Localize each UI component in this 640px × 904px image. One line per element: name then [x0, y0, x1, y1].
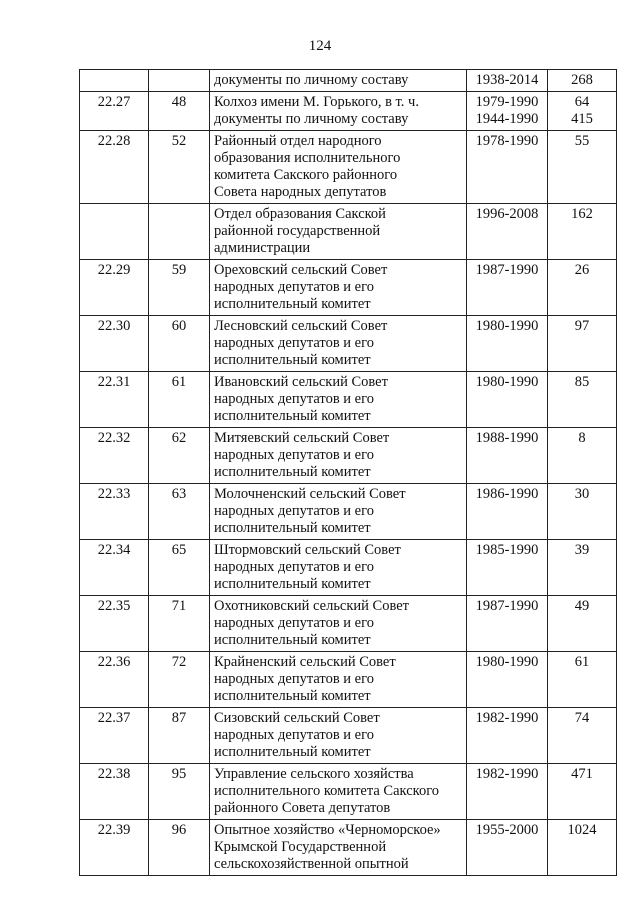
cell-item-count-line: 162	[571, 206, 593, 222]
cell-fund-name-line: сельскохозяйственной опытной	[214, 856, 409, 872]
cell-years-line: 1980-1990	[475, 654, 539, 670]
cell-fund-name-line: Сизовский сельский Совет	[214, 710, 380, 726]
cell-index: 22.30	[80, 316, 149, 372]
cell-item-count-line: 74	[574, 710, 590, 726]
table-row	[80, 596, 617, 652]
cell-fund-name-line: исполнительный комитет	[214, 520, 371, 536]
table-row	[80, 372, 617, 428]
page-number: 124	[308, 38, 332, 54]
cell-years-line: 1979-1990	[475, 94, 539, 110]
cell-years-line: 1978-1990	[475, 133, 539, 149]
cell-item-count-line: 30	[574, 486, 590, 502]
cell-fund-name-line: народных депутатов и его	[214, 447, 374, 463]
table-row	[80, 820, 617, 876]
cell-fund-name-line: документы по личному составу	[214, 111, 409, 127]
cell-fund-name	[210, 316, 467, 372]
cell-years-line: 1988-1990	[475, 430, 539, 446]
cell-item-count-line: 415	[571, 111, 593, 127]
table-row	[80, 428, 617, 484]
cell-years	[467, 70, 548, 92]
cell-years	[467, 596, 548, 652]
cell-item-count-line: 85	[574, 374, 590, 390]
cell-years-line: 1982-1990	[475, 766, 539, 782]
cell-item-count	[548, 596, 617, 652]
cell-fund-name-line: районной государственной	[214, 223, 381, 239]
cell-item-count-line: 61	[574, 654, 590, 670]
cell-fund-number: 62	[149, 428, 210, 484]
cell-fund-name-line: Митяевский сельский Совет	[214, 430, 390, 446]
table-row	[80, 652, 617, 708]
cell-fund-name	[210, 820, 467, 876]
cell-fund-name-line: документы по личному составу	[214, 72, 409, 88]
cell-item-count-line: 471	[571, 766, 593, 782]
cell-years-line: 1944-1990	[475, 111, 539, 127]
table-row	[80, 764, 617, 820]
cell-fund-name	[210, 540, 467, 596]
table-row	[80, 540, 617, 596]
cell-fund-number: 95	[149, 764, 210, 820]
cell-years	[467, 92, 548, 131]
cell-years	[467, 820, 548, 876]
cell-years-line: 1938-2014	[475, 72, 539, 88]
cell-fund-name-line: Молочненский сельский Совет	[214, 486, 406, 502]
cell-years	[467, 372, 548, 428]
cell-fund-name-line: Ореховский сельский Совет	[214, 262, 388, 278]
cell-fund-number: 61	[149, 372, 210, 428]
cell-fund-name-line: Районный отдел народного	[214, 133, 382, 149]
cell-item-count-line: 8	[578, 430, 586, 446]
cell-fund-name-line: Опытное хозяйство «Черноморское»	[214, 822, 441, 838]
cell-item-count	[548, 260, 617, 316]
cell-fund-name-line: Крымской Государственной	[214, 839, 387, 855]
cell-years-line: 1955-2000	[475, 822, 539, 838]
cell-index: 22.37	[80, 708, 149, 764]
cell-years-line: 1980-1990	[475, 318, 539, 334]
cell-fund-name-line: народных депутатов и его	[214, 727, 374, 743]
cell-years	[467, 316, 548, 372]
cell-years	[467, 652, 548, 708]
cell-index: 22.36	[80, 652, 149, 708]
cell-years-line: 1987-1990	[475, 598, 539, 614]
cell-index: 22.32	[80, 428, 149, 484]
cell-fund-name-line: Совета народных депутатов	[214, 184, 387, 200]
cell-years	[467, 484, 548, 540]
cell-fund-name-line: исполнительный комитет	[214, 464, 371, 480]
cell-fund-name-line: народных депутатов и его	[214, 559, 374, 575]
cell-fund-name-line: Колхоз имени М. Горького, в т. ч.	[214, 94, 419, 110]
cell-years-line: 1987-1990	[475, 262, 539, 278]
cell-fund-name-line: Охотниковский сельский Совет	[214, 598, 410, 614]
cell-fund-name-line: Крайненский сельский Совет	[214, 654, 396, 670]
cell-fund-name	[210, 708, 467, 764]
cell-fund-name-line: районного Совета депутатов	[214, 800, 391, 816]
cell-fund-name-line: исполнительный комитет	[214, 408, 371, 424]
cell-fund-name-line: исполнительный комитет	[214, 744, 371, 760]
cell-fund-number: 96	[149, 820, 210, 876]
cell-fund-name	[210, 70, 467, 92]
cell-item-count-line: 97	[574, 318, 590, 334]
cell-years-line: 1996-2008	[475, 206, 539, 222]
cell-fund-name-line: народных депутатов и его	[214, 615, 374, 631]
cell-item-count	[548, 204, 617, 260]
cell-fund-name-line: исполнительного комитета Сакского	[214, 783, 440, 799]
cell-item-count	[548, 708, 617, 764]
cell-fund-name-line: народных депутатов и его	[214, 391, 374, 407]
cell-item-count	[548, 764, 617, 820]
cell-item-count	[548, 652, 617, 708]
cell-item-count	[548, 372, 617, 428]
table-row	[80, 70, 617, 92]
cell-item-count-line: 55	[574, 133, 590, 149]
cell-item-count-line: 64	[574, 94, 590, 110]
archive-fund-table	[79, 69, 617, 876]
cell-item-count	[548, 540, 617, 596]
cell-item-count-line: 49	[574, 598, 590, 614]
cell-item-count	[548, 316, 617, 372]
table-row	[80, 204, 617, 260]
cell-fund-name	[210, 204, 467, 260]
cell-index: 22.27	[80, 92, 149, 131]
cell-fund-number: 71	[149, 596, 210, 652]
cell-item-count	[548, 92, 617, 131]
cell-years-line: 1980-1990	[475, 374, 539, 390]
cell-index: 22.39	[80, 820, 149, 876]
cell-fund-name-line: Ивановский сельский Совет	[214, 374, 388, 390]
cell-fund-name-line: народных депутатов и его	[214, 671, 374, 687]
cell-fund-number: 48	[149, 92, 210, 131]
cell-fund-number: 65	[149, 540, 210, 596]
cell-index: 22.38	[80, 764, 149, 820]
cell-fund-number	[149, 204, 210, 260]
cell-fund-name-line: исполнительный комитет	[214, 688, 371, 704]
cell-fund-name-line: Управление сельского хозяйства	[214, 766, 414, 782]
cell-fund-name-line: народных депутатов и его	[214, 503, 374, 519]
cell-index: 22.31	[80, 372, 149, 428]
cell-fund-name-line: комитета Сакского районного	[214, 167, 398, 183]
cell-fund-name	[210, 428, 467, 484]
cell-fund-number: 72	[149, 652, 210, 708]
cell-index	[80, 204, 149, 260]
cell-item-count-line: 268	[571, 72, 593, 88]
cell-item-count	[548, 820, 617, 876]
cell-index: 22.33	[80, 484, 149, 540]
cell-fund-name	[210, 652, 467, 708]
cell-fund-name	[210, 131, 467, 204]
cell-fund-number: 63	[149, 484, 210, 540]
cell-fund-name-line: Лесновский сельский Совет	[214, 318, 388, 334]
cell-fund-name-line: исполнительный комитет	[214, 632, 371, 648]
cell-fund-name-line: народных депутатов и его	[214, 335, 374, 351]
cell-item-count	[548, 428, 617, 484]
table-row	[80, 316, 617, 372]
cell-item-count	[548, 131, 617, 204]
cell-fund-name-line: Штормовский сельский Совет	[214, 542, 401, 558]
cell-item-count-line: 1024	[567, 822, 597, 838]
cell-fund-name-line: администрации	[214, 240, 311, 256]
cell-fund-number: 59	[149, 260, 210, 316]
cell-years	[467, 764, 548, 820]
cell-fund-name	[210, 764, 467, 820]
cell-fund-number: 60	[149, 316, 210, 372]
cell-years	[467, 428, 548, 484]
table-row	[80, 484, 617, 540]
table-body	[80, 70, 617, 876]
cell-fund-name	[210, 484, 467, 540]
cell-years	[467, 708, 548, 764]
cell-fund-name-line: народных депутатов и его	[214, 279, 374, 295]
table-row	[80, 92, 617, 131]
cell-index: 22.35	[80, 596, 149, 652]
cell-fund-number	[149, 70, 210, 92]
cell-index: 22.34	[80, 540, 149, 596]
cell-item-count-line: 26	[574, 262, 590, 278]
cell-fund-name-line: исполнительный комитет	[214, 352, 371, 368]
cell-years-line: 1982-1990	[475, 710, 539, 726]
cell-years	[467, 131, 548, 204]
cell-fund-name-line: Отдел образования Сакской	[214, 206, 386, 222]
cell-years	[467, 204, 548, 260]
cell-fund-name	[210, 596, 467, 652]
cell-fund-number: 52	[149, 131, 210, 204]
cell-item-count-line: 39	[574, 542, 590, 558]
cell-years-line: 1986-1990	[475, 486, 539, 502]
cell-years	[467, 540, 548, 596]
cell-fund-name-line: исполнительный комитет	[214, 296, 371, 312]
cell-years-line: 1985-1990	[475, 542, 539, 558]
cell-index	[80, 70, 149, 92]
table-row	[80, 260, 617, 316]
cell-fund-name	[210, 92, 467, 131]
cell-item-count	[548, 484, 617, 540]
cell-index: 22.29	[80, 260, 149, 316]
cell-fund-name	[210, 372, 467, 428]
cell-item-count	[548, 70, 617, 92]
cell-fund-number: 87	[149, 708, 210, 764]
cell-years	[467, 260, 548, 316]
cell-index: 22.28	[80, 131, 149, 204]
table-row	[80, 708, 617, 764]
cell-fund-name	[210, 260, 467, 316]
table-row	[80, 131, 617, 204]
cell-fund-name-line: образования исполнительного	[214, 150, 401, 166]
cell-fund-name-line: исполнительный комитет	[214, 576, 371, 592]
